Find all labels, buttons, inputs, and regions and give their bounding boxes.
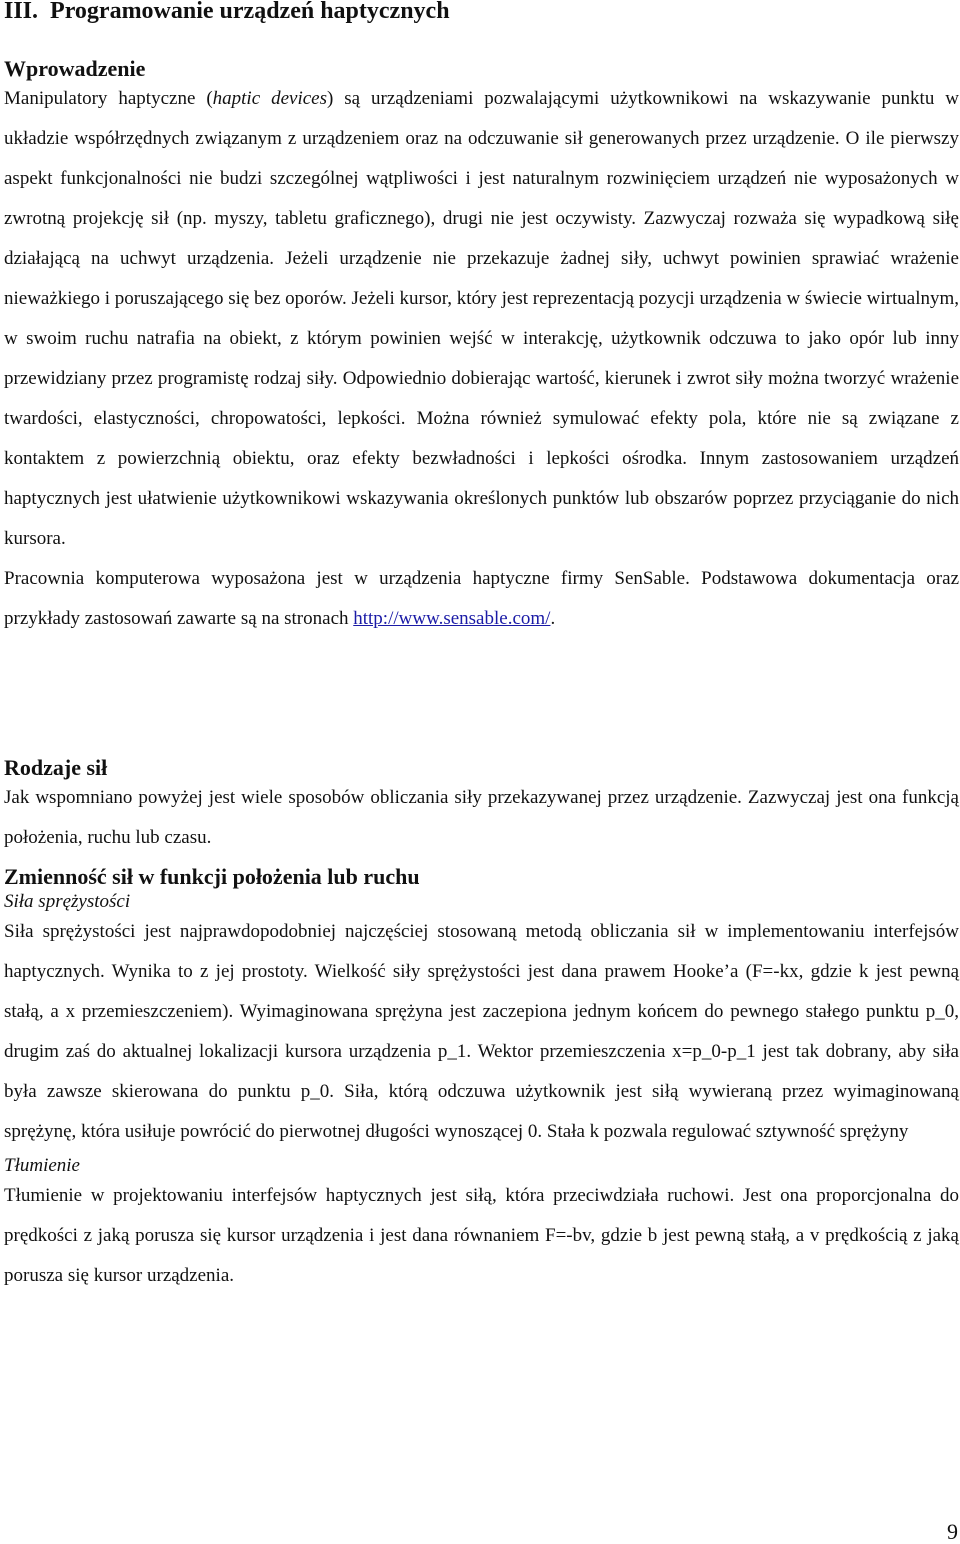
chapter-title [4, 0, 450, 26]
intro-p2-start: Pracownia komputerowa wyposażona jest w urządzenia haptyczne firmy SenSable. Podstawowa dokumentacja oraz przykłady zastosowań zawarte są na stronach [4, 568, 959, 629]
spring-paragraph: Siła sprężystości jest najprawdopodobniej najczęściej stosowaną metodą obliczania sił w implementowaniu interfejsów haptycznych. Wynika to z jej prostoty. Wielkość siły sprężystości jest dana prawem Hooke’a (F=-kx, gdzie k jest pewną stałą, a x przemieszczeniem). Wyimaginowana sprężyna jest zaczepiona jednym końcem do pewnego stałego punktu p_0, drugim zaś do aktualnej lokalizacji kursora urządzenia p_1. Wektor przemieszczenia x=p_0-p_1 jest tak dobrany, aby siła była zawsze skierowana do punktu p_0. Siła, którą odczuwa użytkownik jest siłą wywieraną przez wyimaginowaną sprężynę, która usiłuje powrócić do pierwotnej długości wynoszącej 0. Stała k pozwala regulować sztywność sprężyny [4, 921, 959, 1142]
page-number: 9 [947, 1519, 958, 1544]
chapter-title-text: Programowanie urządzeń haptycznych [50, 0, 450, 24]
damping-heading: Tłumienie [4, 1155, 80, 1176]
intro-section [4, 56, 959, 639]
spring-heading: Siła sprężystości [4, 891, 131, 912]
intro-p1-rest: ) są urządzeniami pozwalającymi użytkownikowi na wskazywanie punktu w układzie współrzędnych związanym z urządzeniem oraz na odczuwanie sił generowanych przez urządzenie. O ile pierwszy aspekt funkcjonalności nie budzi szczególnej wątpliwości i jest naturalnym rozwinięciem urządzeń nie wyposażonych w zwrotną projekcję sił (np. myszy, tabletu graficznego), drugi nie jest oczywisty. Zazwyczaj rozważa się wypadkową siłę działającą na uchwyt urządzenia. Jeżeli urządzenie nie przekazuje żadnej siły, uchwyt powinien sprawiać wrażenie nieważkiego i poruszającego się bez oporów. Jeżeli kursor, który jest reprezentacją pozycji urządzenia w świecie wirtualnym, w swoim ruchu natrafia na obiekt, z którym powinien wejść w interakcję, użytkownik odczuwa to jako opór lub inny przewidziany przez programistę rodzaj siły. Odpowiednio dobierając wartość, kierunek i zwrot siły można tworzyć wrażenie twardości, elastyczności, chropowatości, lepkości. Można również symulować efekty pola, które nie są związane z kontaktem z powierzchnią obiektu, oraz efekty bezwładności i lepkości ośrodka. Innym zastosowaniem urządzeń haptycznych jest ułatwienie użytkownikowi wskazywania określonych punktów lub obszarów poprzez przyciąganie do nich kursora. [4, 88, 960, 549]
forces-paragraph: Jak wspomniano powyżej jest wiele sposobów obliczania siły przekazywanej przez urządzenie. Zazwyczaj jest ona funkcją położenia, ruchu lub czasu. [4, 787, 959, 848]
intro-paragraph-2 [4, 559, 959, 639]
damping-paragraph: Tłumienie w projektowaniu interfejsów haptycznych jest siłą, która przeciwdziała ruchowi. Jest ona proporcjonalna do prędkości z jaką porusza się kursor urządzenia i jest dana równaniem F=-bv, gdzie b jest pewną stałą, a v prędkością z jaką porusza się kursor urządzenia. [4, 1185, 959, 1286]
forces-section [4, 755, 959, 858]
intro-p2-end: . [550, 608, 556, 629]
position-heading: Zmienność sił w funkcji położenia lub ruchu [4, 864, 420, 889]
position-section [4, 864, 959, 1296]
intro-heading: Wprowadzenie [4, 56, 146, 81]
intro-p1-start: Manipulatory haptyczne ( [4, 88, 213, 109]
forces-heading: Rodzaje sił [4, 755, 108, 780]
intro-p1-italic-term: haptic devices [212, 88, 327, 109]
chapter-number: III. [4, 0, 39, 24]
intro-paragraph-1 [4, 79, 959, 559]
sensable-link[interactable]: http://www.sensable.com/ [353, 608, 551, 629]
